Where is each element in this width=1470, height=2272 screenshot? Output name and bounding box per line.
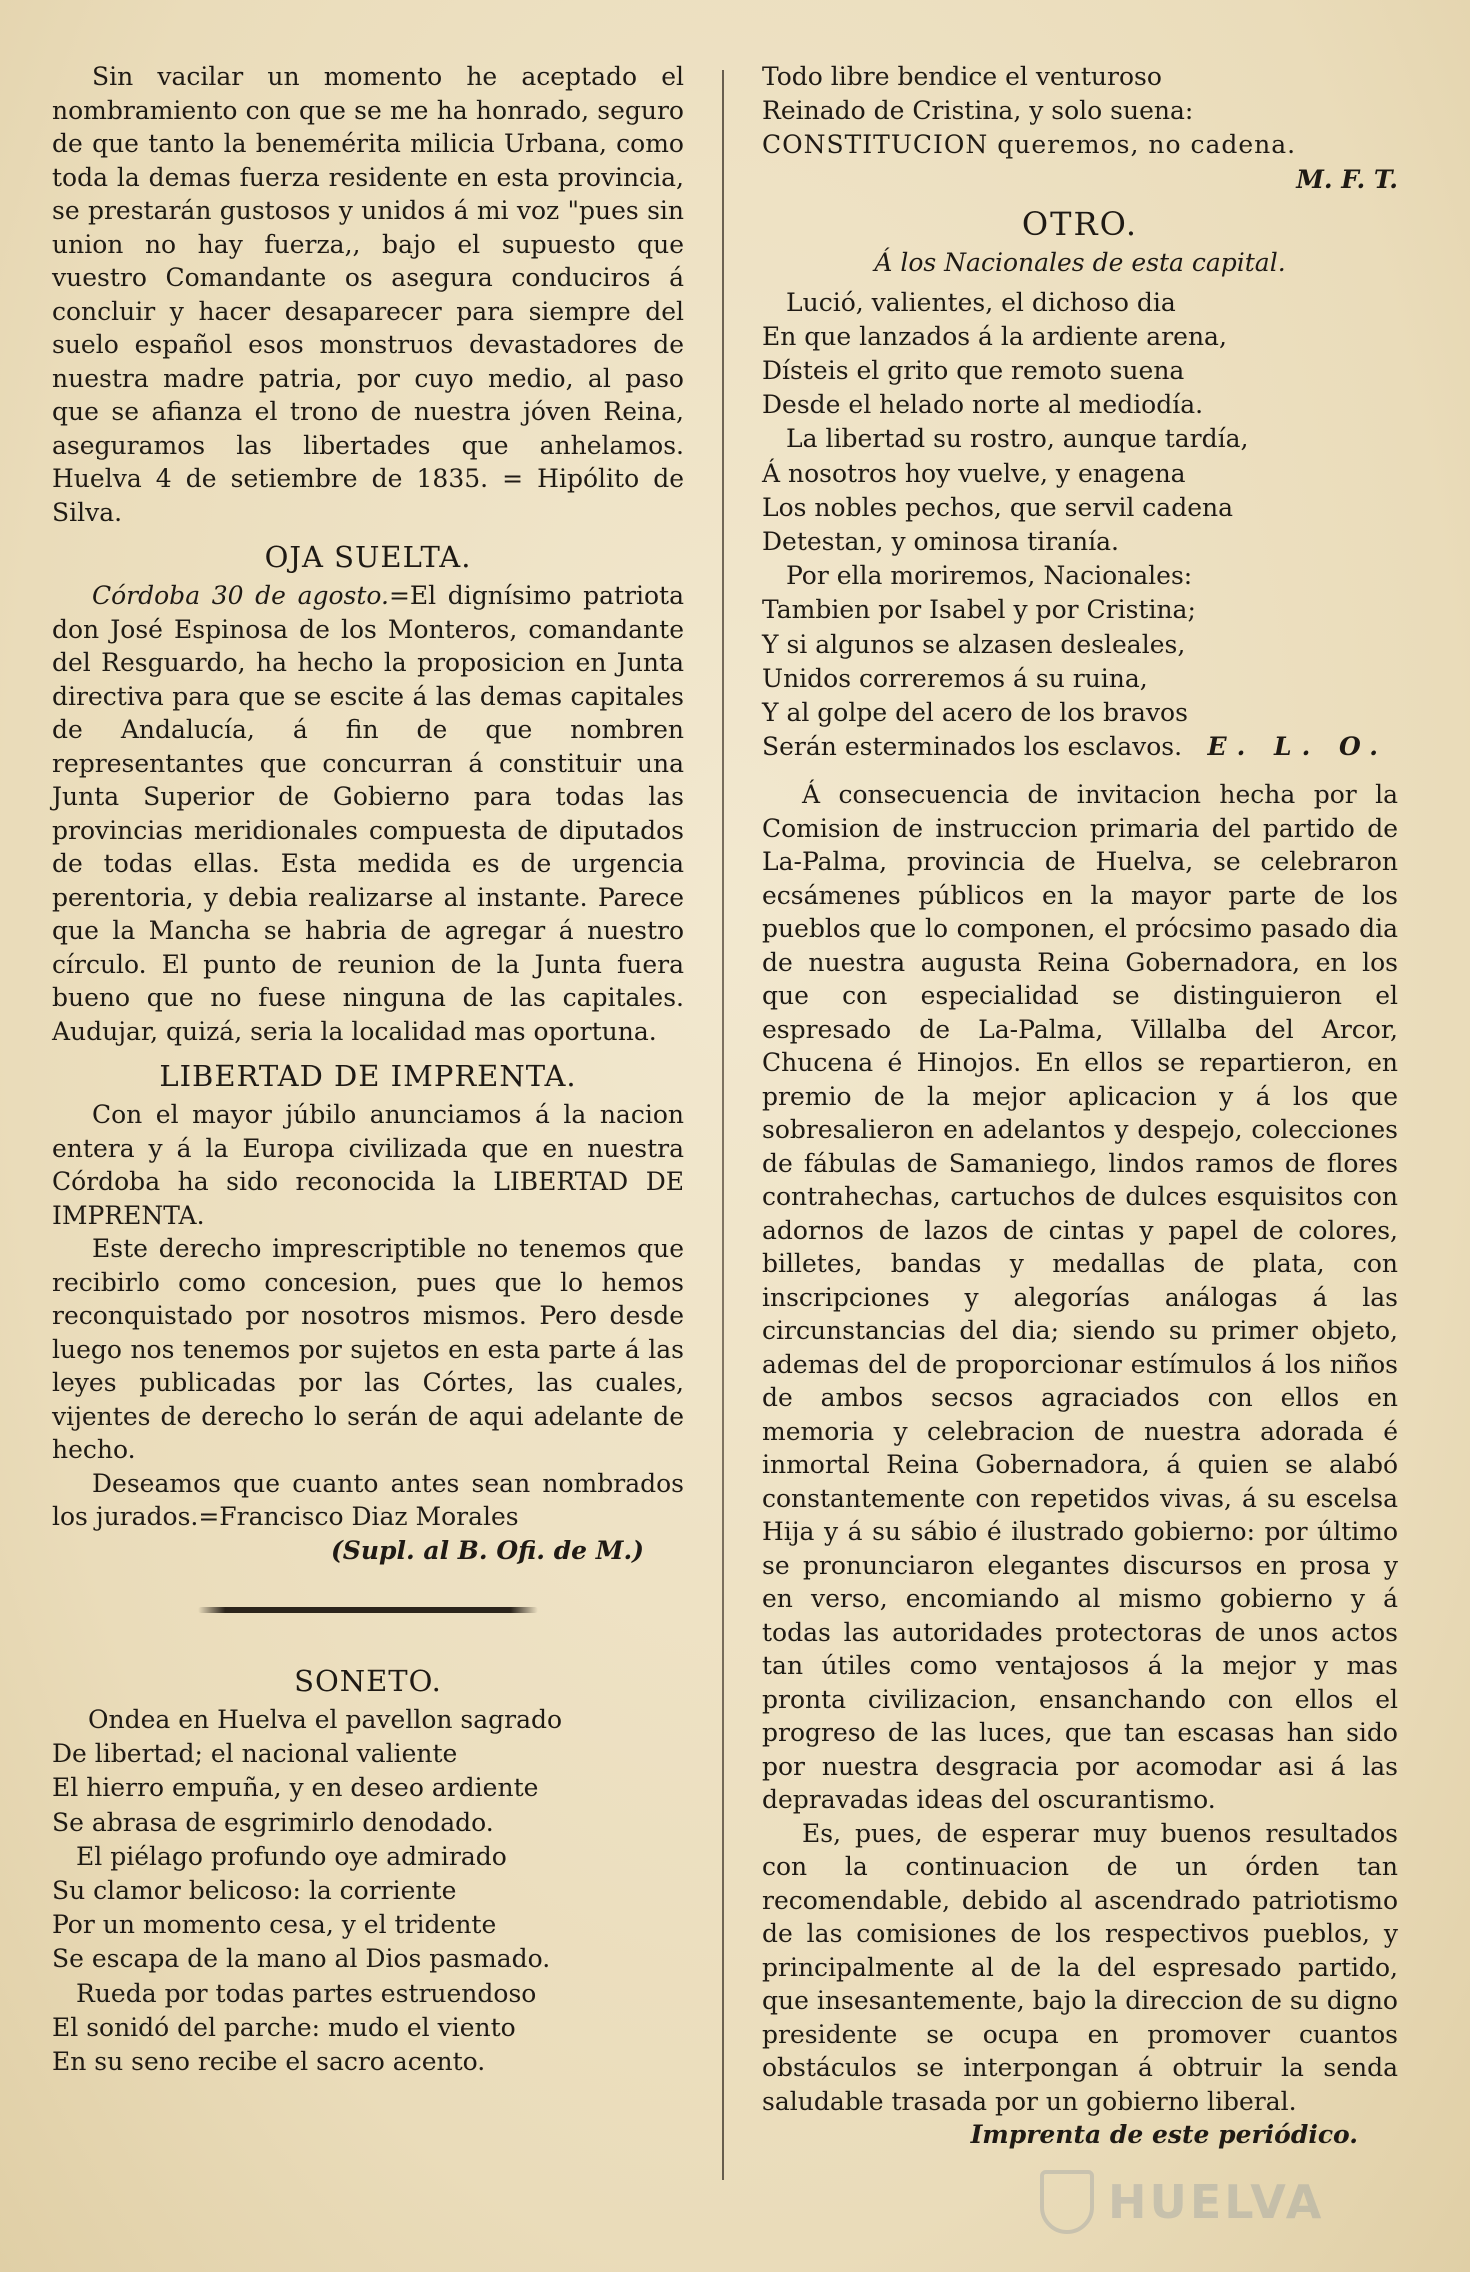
- otro-last-line: [762, 730, 1398, 764]
- motto-signature: M. F. T.: [1296, 164, 1398, 194]
- silva-proclamation: Sin vacilar un momento he aceptado el nombramiento con que se me ha honrado, seguro de que tanto la benemérita milicia Urbana, como toda la demas fuerza residente en esta provincia, se prestarán gustosos y unidos á mi voz "pues sin union no hay fuerza,, bajo el supuesto que vuestro Comandante os asegura conduciros á concluir y hacer desaparecer para siempre del suelo español esos monstruos devastadores de nuestra madre patria, por cuyo medio, al paso que se afianza el trono de nuestra jóven Reina, aseguramos las libertades que anhelamos. Huelva 4 de setiembre de 1835. = Hipólito de Silva.: [52, 62, 684, 527]
- otro-poem: [762, 286, 1398, 765]
- oja-text: =El dignísimo patriota don José Espinosa de los Monteros, comandante del Resguardo, ha hecho la proposicion en Junta directiva para que se escite á las demas capitales de Andalucía, á fin de que nombren representantes que concurran á constituir una Junta Superior de Gobierno para todas las provincias meridionales compuesta de diputados de todas ellas. Esta medida es de urgencia perentoria, y debia realizarse al instante. Parece que la Mancha se habria de agregar á nuestro círculo. El punto de reunion de la Junta fuera bueno que no fuese ninguna de las capitales. Audujar, quizá, seria la localidad mas oportuna.: [52, 581, 685, 1046]
- verse-line: Tambien por Isabel y por Cristina;: [762, 595, 1196, 625]
- la-palma-exams-article: Á consecuencia de invitacion hecha por la Comision de instruccion primaria del partido de La-Palma, provincia de Huelva, se celebraron ecsámenes públicos en la mayor parte de los pueblos que lo componen, el prócsimo pasado dia de nuestra augusta Reina Gobernadora, en los que con especialidad se distinguieron el espresado de La-Palma, Villalba del Arcor, Chucena é Hinojos. En ellos se repartieron, en premio de la mejor aplicacion y á los que sobresalieron en adelantos y despejo, colecciones de fábulas de Samaniego, lindos ramos de flores contrahechas, cartuchos de dulces esquisitos con adornos de lazos de cintas y papel de colores, billetes, bandas y medallas de plata, con inscripciones y alegorías análogas á las circunstancias del dia; siendo su primer objeto, ademas del de proporcionar estímulos á los niños de ambos secsos agraciados con ellos en memoria y celebracion de nuestra adorada é inmortal Reina Gobernadora, á quien se alabó constantemente con repetidos vivas, á su escelsa Hija y á su sábio é ilustrado gobierno: por último se pronunciaron elegantes discursos en prosa y en verso, encomiando al mismo gobierno y á todas las autoridades protectoras de unos actos tan útiles como ventajosos á la mejor y mas pronta civilizacion, ensanchando con ellos el progreso de las luces, que tan escasas han sido por nuestra desgracia por acomodar asi á las depravadas ideas del oscurantismo.: [762, 780, 1398, 1815]
- verse-line: Rueda por todas partes estruendoso: [76, 1978, 537, 2008]
- verse-line: CONSTITUCION queremos, no cadena.: [762, 130, 1297, 160]
- libertad-paragraph-1: Con el mayor júbilo anunciamos á la nacion entera y á la Europa civilizada que en nuestra Córdoba ha sido reconocida la LIBERTAD DE IMPRENTA.: [52, 1100, 684, 1230]
- verse-line: Desde el helado norte al mediodía.: [762, 390, 1204, 420]
- motto-verse: [762, 60, 1398, 163]
- verse-line: Y si algunos se alzasen desleales,: [762, 629, 1186, 659]
- watermark-text: HUELVA: [1108, 2175, 1325, 2229]
- oja-suelta-article: [52, 579, 684, 1048]
- verse-line: Reinado de Cristina, y solo suena:: [762, 96, 1194, 126]
- column-rule: [722, 70, 724, 2180]
- left-column: [52, 60, 684, 2079]
- oja-dateline: Córdoba 30 de agosto.: [92, 581, 389, 610]
- verse-line: El hierro empuña, y en deseo ardiente: [52, 1773, 539, 1803]
- libertad-imprenta-heading: LIBERTAD DE IMPRENTA.: [159, 1059, 577, 1093]
- verse-line: En su seno recibe el sacro acento.: [52, 2047, 486, 2077]
- verse-line: Serán esterminados los esclavos.: [762, 732, 1183, 762]
- verse-line: Á nosotros hoy vuelve, y enagena: [762, 458, 1186, 488]
- libertad-paragraph-3: Deseamos que cuanto antes sean nombrados los jurados.=Francisco Diaz Morales: [52, 1468, 684, 1531]
- verse-line: Dísteis el grito que remoto suena: [762, 356, 1185, 386]
- verse-line: Se escapa de la mano al Dios pasmado.: [52, 1944, 551, 1974]
- otro-signature: E. L. O.: [1207, 732, 1388, 762]
- verse-line: De libertad; el nacional valiente: [52, 1739, 458, 1769]
- verse-line: La libertad su rostro, aunque tardía,: [786, 424, 1249, 454]
- verse-line: Y al golpe del acero de los bravos: [762, 698, 1188, 728]
- imprint-line: Imprenta de este periódico.: [970, 2120, 1358, 2150]
- verse-line: El piélago profundo oye admirado: [76, 1841, 507, 1871]
- la-palma-conclusion: Es, pues, de esperar muy buenos resultados con la continuacion de un órden tan recomendable, debido al ascendrado patriotismo de las comisiones de los respectivos pueblos, y principalmente al de la del espresado partido, que insesantemente, bajo la direccion de su digno presidente se ocupa en promover cuantos obstáculos se interpongan á obtruir la senda saludable trasada por un gobierno liberal.: [762, 1818, 1398, 2116]
- verse-line: Los nobles pechos, que servil cadena: [762, 492, 1234, 522]
- shield-icon: [1040, 2170, 1094, 2234]
- right-column: [762, 60, 1398, 2152]
- libertad-source: (Supl. al B. Ofi. de M.): [330, 1535, 644, 1565]
- libertad-paragraph-2: Este derecho imprescriptible no tenemos que recibirlo como concesion, pues que lo hemos reconquistado por nosotros mismos. Pero desde luego nos tenemos por sujetos en esta parte á las leyes publicadas por las Córtes, las cuales, vijentes de derecho lo serán de aqui adelante de hecho.: [52, 1234, 684, 1464]
- section-divider: [198, 1607, 538, 1613]
- otro-heading: OTRO.: [1021, 205, 1139, 244]
- verse-line: Ondea en Huelva el pavellon sagrado: [88, 1705, 563, 1734]
- verse-line: Lució, valientes, el dichoso dia: [786, 287, 1176, 317]
- oja-suelta-heading: OJA SUELTA.: [264, 540, 472, 574]
- verse-line: Su clamor belicoso: la corriente: [52, 1876, 457, 1906]
- soneto-heading: SONETO.: [294, 1664, 442, 1698]
- verse-line: Por ella moriremos, Nacionales:: [786, 561, 1193, 591]
- verse-line: Se abrasa de esgrimirlo denodado.: [52, 1807, 494, 1837]
- verse-line: Unidos correremos á su ruina,: [762, 663, 1148, 693]
- soneto-poem: [52, 1703, 684, 2079]
- verse-line: En que lanzados á la ardiente arena,: [762, 321, 1227, 351]
- otro-subheading: Á los Nacionales de esta capital.: [874, 248, 1286, 278]
- verse-line: Detestan, y ominosa tiranía.: [762, 527, 1119, 557]
- verse-line: Por un momento cesa, y el tridente: [52, 1910, 497, 1940]
- huelva-watermark: [1040, 2170, 1324, 2234]
- verse-line: Todo libre bendice el venturoso: [762, 62, 1162, 91]
- verse-line: El sonidó del parche: mudo el viento: [52, 2012, 516, 2042]
